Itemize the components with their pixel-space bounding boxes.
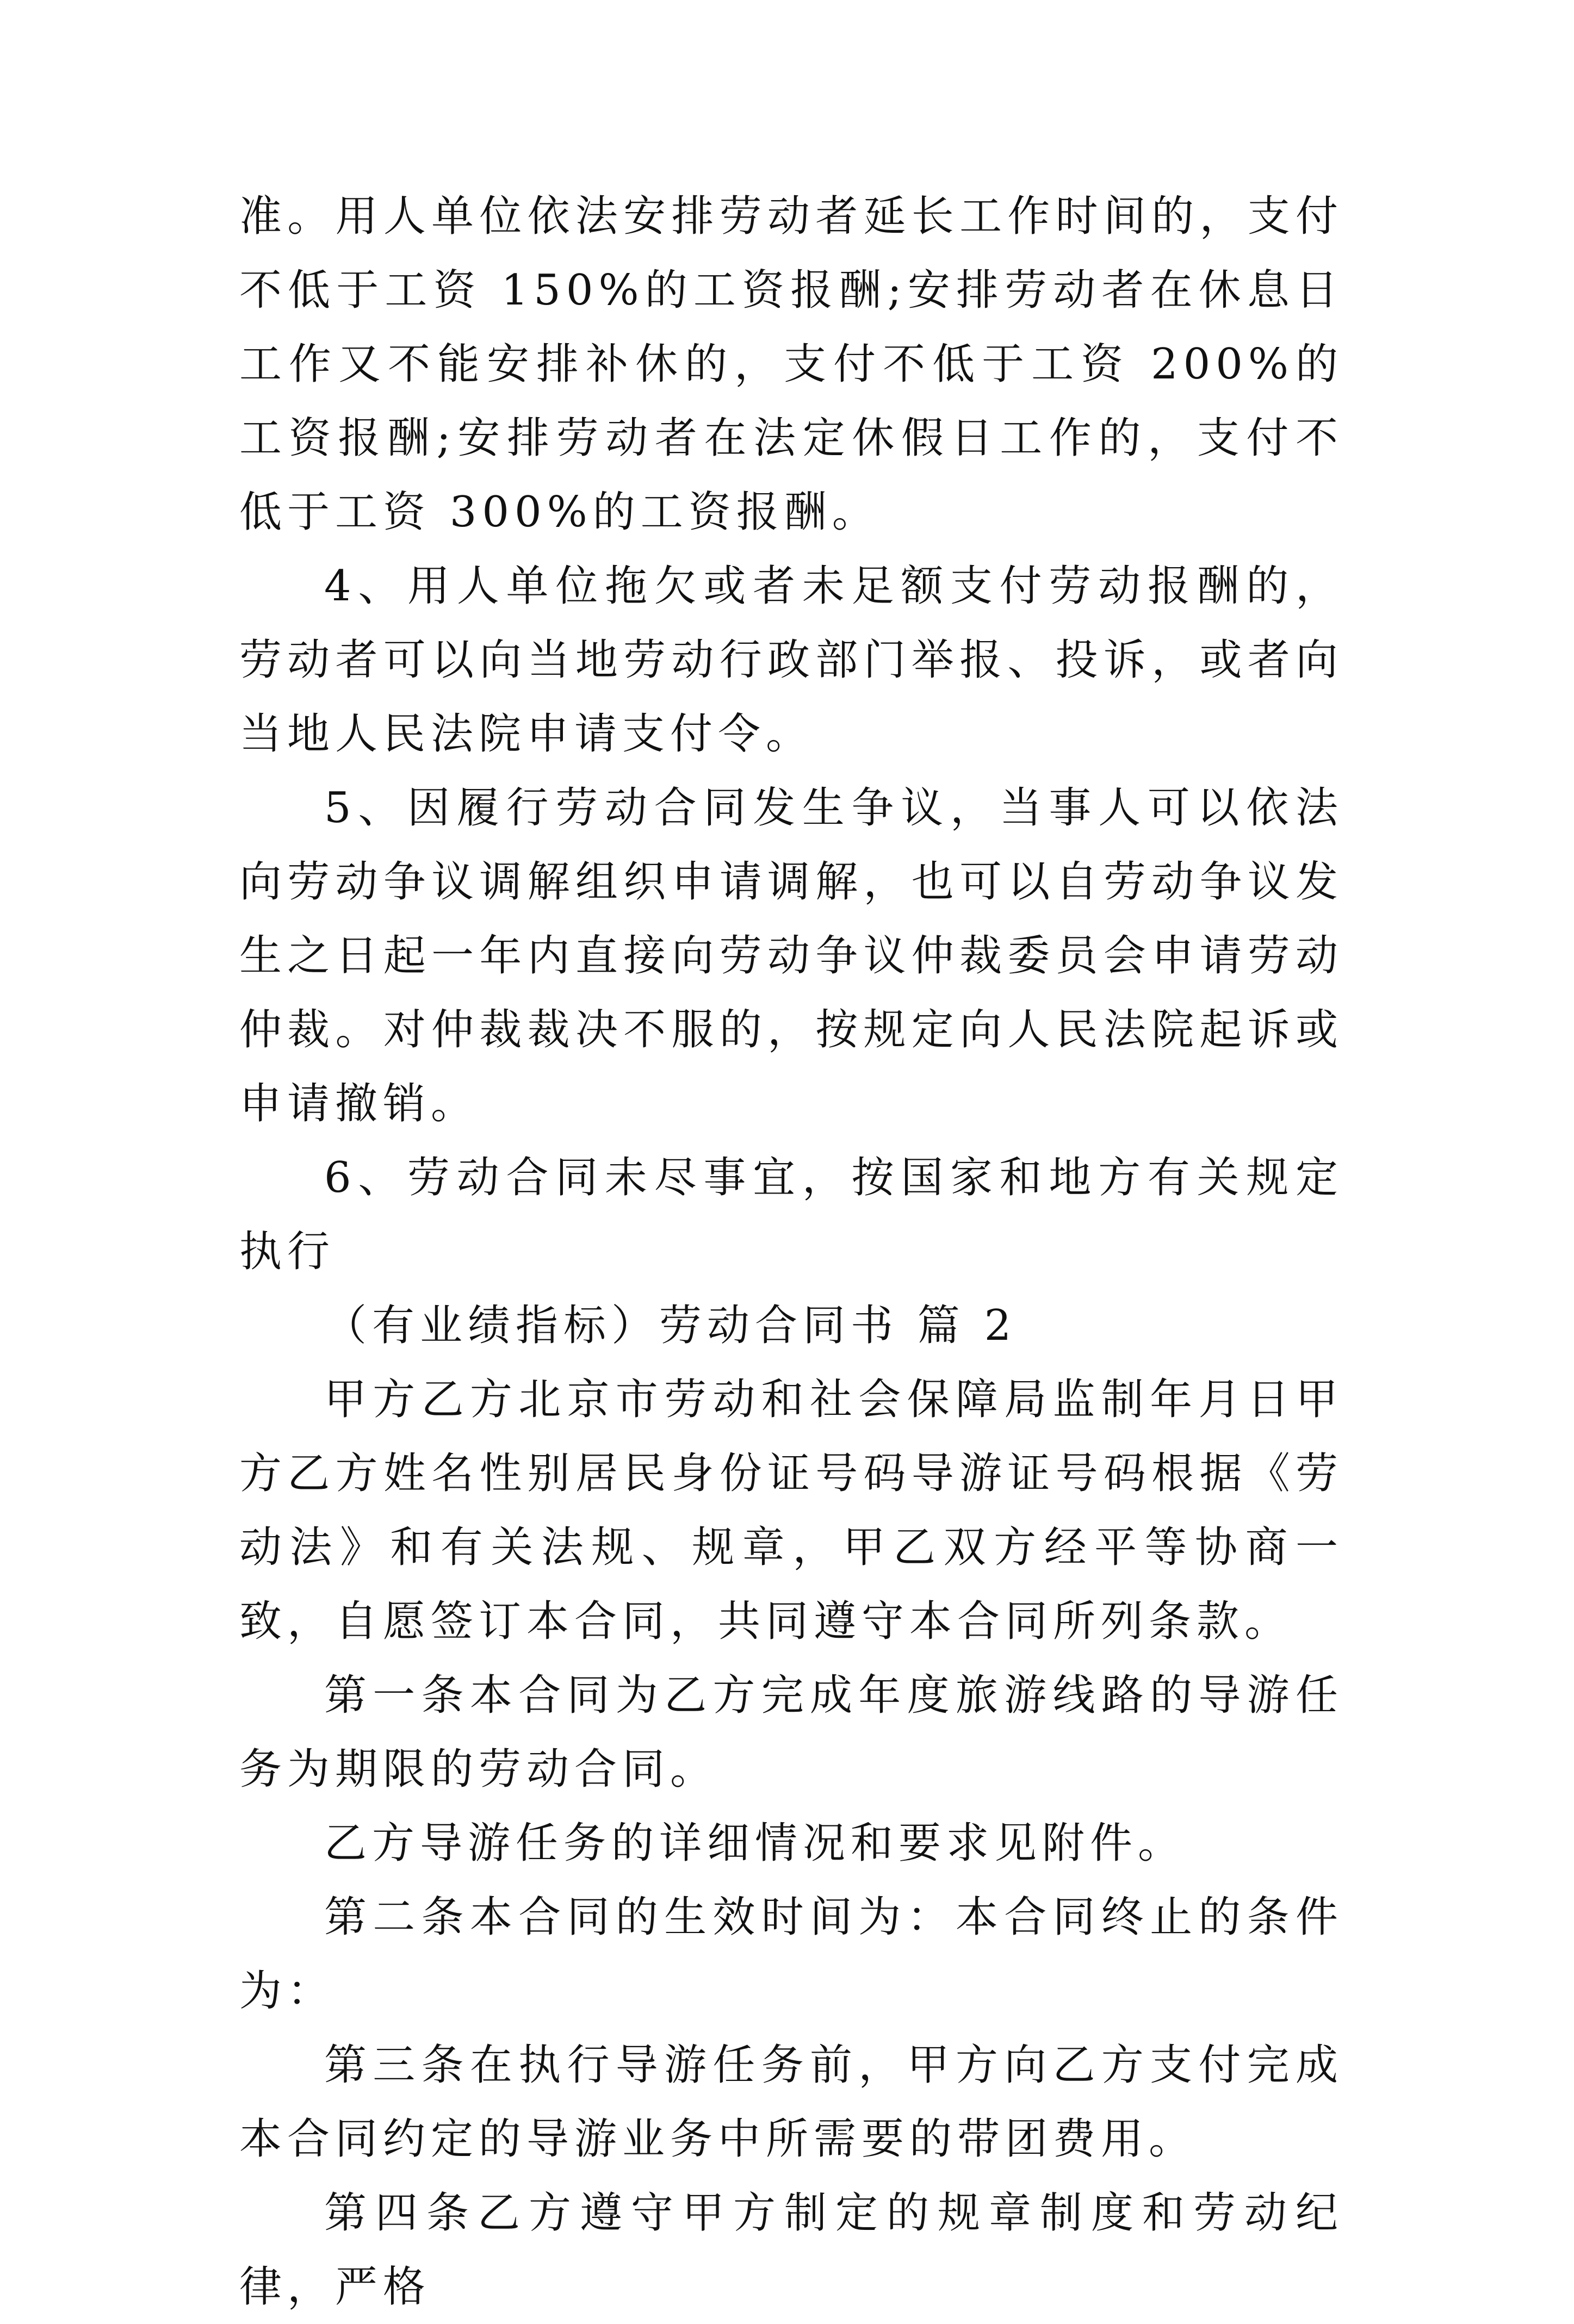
paragraph-article-1: 第一条本合同为乙方完成年度旅游线路的导游任务为期限的劳动合同。 xyxy=(239,1671,1343,1794)
paragraph-article-3: 第三条在执行导游任务前，甲方向乙方支付完成本合同约定的导游业务中所需要的带团费用。 xyxy=(239,2041,1343,2164)
paragraph-article-2: 第二条本合同的生效时间为：本合同终止的条件为： xyxy=(239,1893,1343,2016)
paragraph-article-4: 第四条乙方遵守甲方制定的规章制度和劳动纪律，严格 xyxy=(239,2189,1343,2311)
section-heading: （有业绩指标）劳动合同书 篇 2 xyxy=(324,1301,1017,1350)
document-body xyxy=(239,179,1343,2324)
paragraph-contract-intro: 甲方乙方北京市劳动和社会保障局监制年月日甲方乙方姓名性别居民身份证号码导游证号码根据《劳动法》和有关法规、规章，甲乙双方经平等协商一致，自愿签订本合同，共同遵守本合同所列条款。 xyxy=(239,1375,1343,1646)
paragraph-item-5: 5、因履行劳动合同发生争议，当事人可以依法向劳动争议调解组织申请调解，也可以自劳动争议发生之日起一年内直接向劳动争议仲裁委员会申请劳动仲裁。对仲裁裁决不服的，按规定向人民法院起诉或申请撤销。 xyxy=(239,784,1343,1128)
paragraph-item-6: 6、劳动合同未尽事宜，按国家和地方有关规定执行 xyxy=(239,1153,1343,1276)
paragraph-item-4: 4、用人单位拖欠或者未足额支付劳动报酬的，劳动者可以向当地劳动行政部门举报、投诉，或者向当地人民法院申请支付令。 xyxy=(239,562,1343,759)
paragraph-attachment-note: 乙方导游任务的详细情况和要求见附件。 xyxy=(324,1819,1186,1868)
paragraph-wage-overtime: 准。用人单位依法安排劳动者延长工作时间的，支付不低于工资 150%的工资报酬;安排劳动者在休息日工作又不能安排补休的，支付不低于工资 200%的工资报酬;安排劳动者在法定休假日工作的，支付不低于工资 300%的工资报酬。 xyxy=(239,192,1343,537)
